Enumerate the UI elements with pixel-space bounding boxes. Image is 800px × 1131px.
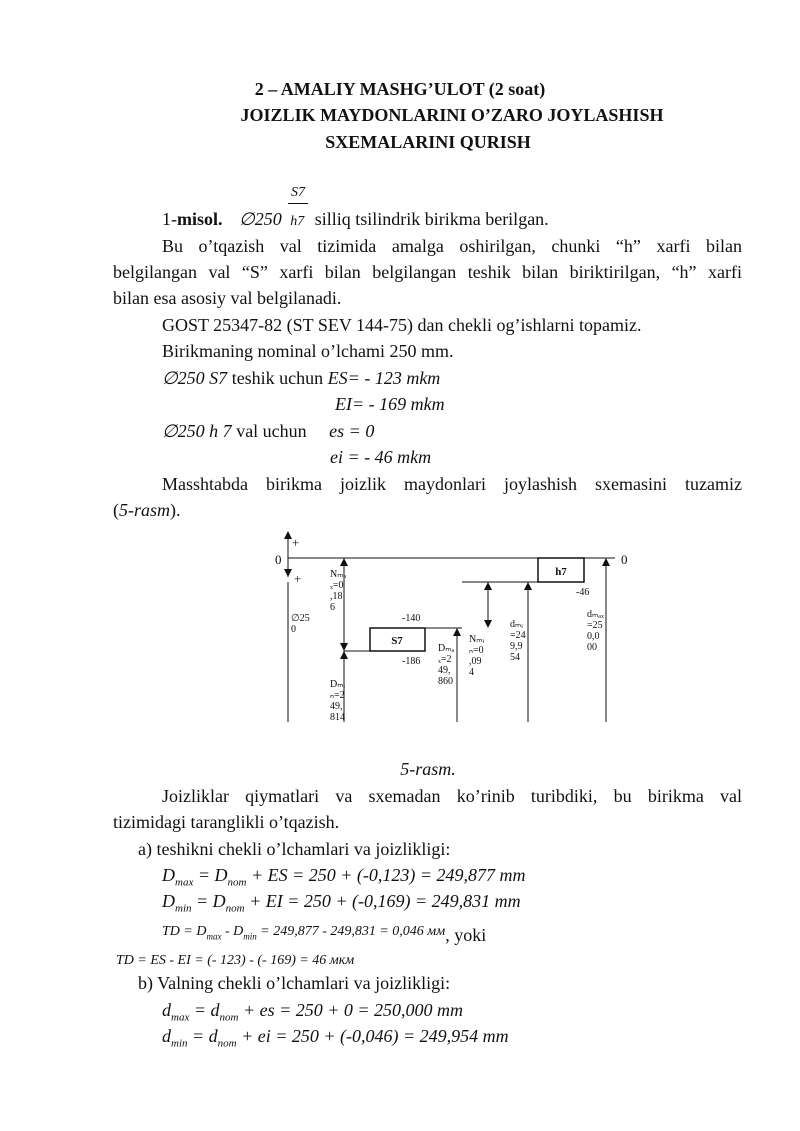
td-mid: - D <box>221 924 244 939</box>
dmin-hole-label-1: Dₘᵢ <box>330 679 346 690</box>
nmin-arrow-up-icon <box>484 582 492 590</box>
dmax-hole-label-3: 49, <box>438 665 451 676</box>
hole-deviations-line <box>162 367 440 389</box>
heading-line-3: SXEMALARINI QURISH <box>325 132 531 152</box>
sub-max-2: max <box>171 1011 190 1024</box>
hole-upper-deviation: ES= - 123 mkm <box>327 368 441 388</box>
td-sub-max: max <box>206 931 222 942</box>
figure-caption: 5-rasm. <box>400 759 456 779</box>
value-140: -140 <box>402 613 421 624</box>
shaft-fit: ∅250 h 7 <box>162 421 232 441</box>
td-sub-min: min <box>243 931 257 942</box>
dmin-hole-label-2: ₙ=2 <box>330 690 345 701</box>
dmax-hole-label-1: Dₘₐ <box>438 643 455 654</box>
td-alternative-equation: TD = ES - EI = (- 123) - (- 169) = 46 мкм <box>116 953 355 968</box>
nmin-label-4: 4 <box>469 667 474 678</box>
value-46: -46 <box>576 587 590 598</box>
dmin-shaft-label-1: dₘᵢ <box>510 619 523 630</box>
dmax-hole-label-4: 860 <box>438 676 453 687</box>
section-a-heading: a) teshikni chekli o’lchamlari va joizlikligi: <box>138 839 451 859</box>
paragraph-1-line-2: belgilangan val “S” xarfi bilan belgilangan teshik bilan biriktirilgan, “h” xarfi <box>113 262 742 282</box>
shaft-dmax-rest: + es = 250 + 0 = 250,000 mm <box>238 1000 464 1020</box>
hole-dmin-rest: + EI = 250 + (-0,169) = 249,831 mm <box>244 891 521 911</box>
sub-nom-3: nom <box>219 1011 239 1024</box>
shaft-dmax-equation: $d_{max} = d_{nom}$ + es = 250 + 0 = 250,000 mm <box>162 1000 464 1024</box>
conclusion-line-1: Joizliklar qiymatlari va sxemadan ko’rinib turibdiki, bu birikma val <box>162 786 742 806</box>
fit-denominator: h7 <box>290 214 305 229</box>
h7-label: h7 <box>555 566 567 578</box>
sub-nom-4: nom <box>217 1037 237 1050</box>
sub-nom-1: nom <box>227 876 247 889</box>
paragraph-4-line-1: Masshtabda birikma joizlik maydonlari joylashish sxemasini tuzamiz <box>162 474 742 494</box>
yoki-text: , yoki <box>445 925 487 945</box>
plus-top-label: + <box>292 535 300 550</box>
zero-left-label: 0 <box>275 552 282 567</box>
fit-numerator: S7 <box>291 185 305 200</box>
shaft-dmin-rest: + ei = 250 + (-0,046) = 249,954 mm <box>236 1026 509 1046</box>
dmax-shaft-label-4: 00 <box>587 642 597 653</box>
zero-right-label: 0 <box>621 552 628 567</box>
sub-min-2: min <box>171 1037 188 1050</box>
figure-reference: 5-rasm <box>119 500 171 520</box>
sub-nom-2: nom <box>225 902 245 915</box>
paren-open: ( <box>113 500 119 520</box>
paren-close: ). <box>170 500 181 520</box>
example-word: misol. <box>177 209 223 229</box>
shaft-upper-deviation: es = 0 <box>329 421 375 441</box>
td-equation-line <box>162 918 486 943</box>
sub-min-1: min <box>175 902 192 915</box>
td-end: = 249,877 - 249,831 = 0,046 мм <box>256 924 446 939</box>
fit-size: ∅250 <box>239 209 282 229</box>
dmin-shaft-label-3: 9,9 <box>510 641 523 652</box>
nmax-label-4: 6 <box>330 602 335 613</box>
paragraph-3: Birikmaning nominal o’lchami 250 mm. <box>162 341 454 361</box>
hole-fit: ∅250 S7 <box>162 368 228 388</box>
hole-dmax-equation: $D_{max} = D_{nom}$ + ES = 250 + (-0,123) = 249,877 mm <box>162 865 526 889</box>
paragraph-4-line-2 <box>113 499 181 521</box>
paragraph-2: GOST 25347-82 (ST SEV 144-75) dan chekli og’ishlarni topamiz. <box>162 315 642 335</box>
conclusion-line-2: tizimidagi taranglikli o’tqazish. <box>113 812 340 832</box>
shaft-deviations-line <box>162 420 374 442</box>
nmin-label-1: Nₘᵢ <box>469 634 485 645</box>
dmax-shaft-arrow-icon <box>602 558 610 566</box>
nmax-arrow-up-icon <box>340 558 348 566</box>
s7-label: S7 <box>391 635 403 647</box>
hole-dmin-equation: $D_{min} = D_{nom}$ + EI = 250 + (-0,169) = 249,831 mm <box>162 891 521 915</box>
dmax-shaft-label-2: =25 <box>587 620 603 631</box>
tolerance-diagram <box>270 527 640 727</box>
shaft-text: val uchun <box>231 421 312 441</box>
nmax-label-1: Nₘₐ <box>330 569 347 580</box>
plus-side-label: + <box>294 571 302 586</box>
size-left-2: 0 <box>291 624 296 635</box>
value-186: -186 <box>402 656 421 667</box>
eq-equals-d-1: = D <box>197 865 228 885</box>
dmin-shaft-label-2: =24 <box>510 630 526 641</box>
dmin-hole-label-4: 814 <box>330 712 345 723</box>
dmax-hole-arrow-icon <box>453 628 461 636</box>
axis-arrow-down-icon <box>284 569 292 577</box>
shaft-dmin-equation: $d_{min} = d_{nom}$ + ei = 250 + (-0,046) = 249,954 mm <box>162 1026 509 1050</box>
heading-line-1: 2 – AMALIY MASHG’ULOT (2 soat) <box>254 79 546 99</box>
hole-lower-deviation: EI= - 169 mkm <box>335 394 445 414</box>
heading-line-2: JOIZLIK MAYDONLARINI O’ZARO JOYLASHISH <box>240 105 664 125</box>
dmax-hole-label-2: ₓ=2 <box>438 654 452 665</box>
nmax-label-3: ,18 <box>330 591 343 602</box>
dmax-shaft-label-1: dₘₐₓ <box>587 609 604 620</box>
dmin-shaft-arrow-icon <box>524 582 532 590</box>
example-line <box>162 208 549 233</box>
dmin-hole-arrow-icon <box>340 651 348 659</box>
paragraph-1-line-3: bilan esa asosiy val belgilanadi. <box>113 288 342 308</box>
nmin-label-2: ₙ=0 <box>469 645 484 656</box>
hole-dmax-rest: + ES = 250 + (-0,123) = 249,877 mm <box>246 865 526 885</box>
axis-arrow-up-icon <box>284 531 292 539</box>
dmax-shaft-label-3: 0,0 <box>587 631 600 642</box>
nmax-label-2: ₓ=0 <box>330 580 344 591</box>
eq-equals-d-2: = D <box>196 891 226 911</box>
fit-description: silliq tsilindrik birikma berilgan. <box>314 209 549 229</box>
nmin-arrow-down-icon <box>484 620 492 628</box>
dmin-hole-label-3: 49, <box>330 701 343 712</box>
section-b-heading: b) Valning chekli o’lchamlari va joizlikligi: <box>138 973 451 993</box>
fraction-bar <box>288 203 308 204</box>
size-left-1: ∅25 <box>291 613 310 624</box>
td-start: TD = D <box>162 924 207 939</box>
nmax-arrow-down-icon <box>340 643 348 651</box>
nmin-label-3: ,09 <box>469 656 482 667</box>
sub-max-1: max <box>175 876 194 889</box>
hole-text: teshik uchun <box>227 368 328 388</box>
dmin-shaft-label-4: 54 <box>510 652 520 663</box>
paragraph-1-line-1: Bu o’tqazish val tizimida amalga oshirilgan, chunki “h” xarfi bilan <box>162 236 742 256</box>
shaft-lower-deviation: ei = - 46 mkm <box>330 447 432 467</box>
example-number: 1- <box>162 209 177 229</box>
